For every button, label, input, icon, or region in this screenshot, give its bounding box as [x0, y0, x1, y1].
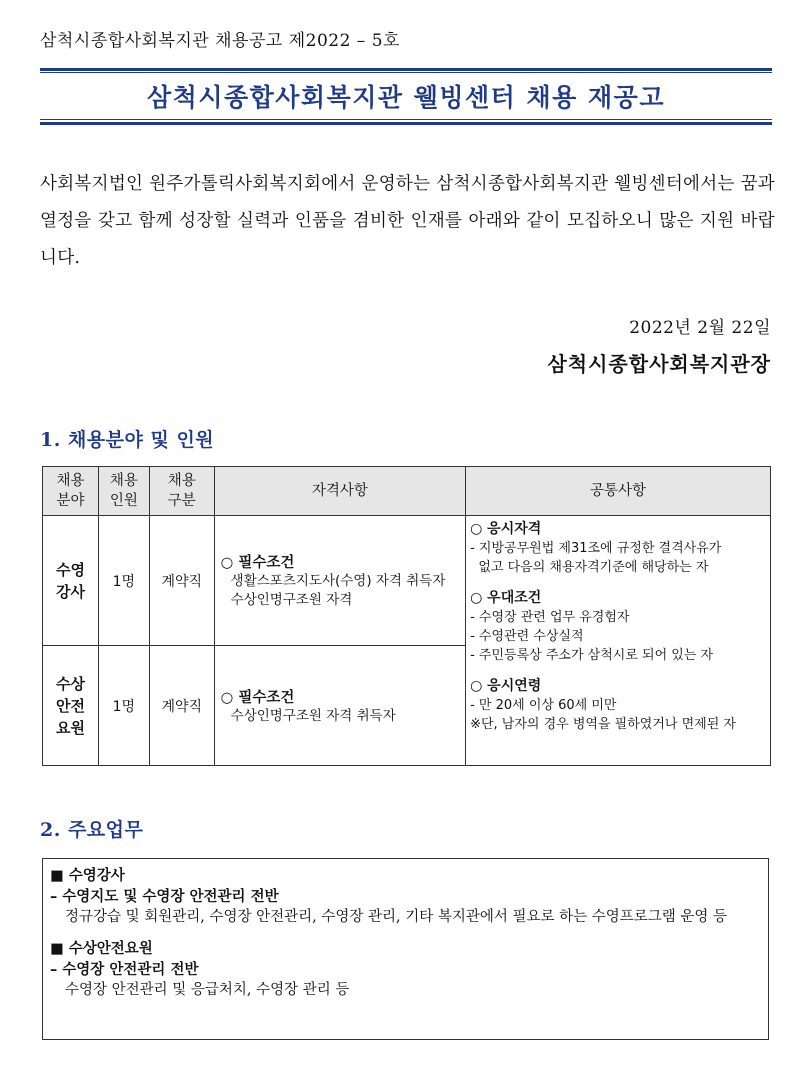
duty-sub: – 수영장 안전관리 전반 — [50, 961, 199, 978]
page-title: 삼척시종합사회복지관 웰빙센터 채용 재공고 — [147, 83, 665, 112]
duties-box — [42, 858, 769, 1040]
header-common: 공통사항 — [466, 467, 771, 516]
row-type: 계약직 — [149, 646, 214, 766]
qual-head: ○ 필수조건 — [220, 689, 295, 706]
table-header-row — [43, 467, 771, 516]
duty-desc: 수영장 안전관리 및 응급처치, 수영장 관리 등 — [65, 982, 350, 998]
qual-line: 수상인명구조원 자격 취득자 — [230, 707, 396, 724]
row-qualification — [214, 646, 465, 766]
duty-desc: 정규강습 및 회원관리, 수영장 안전관리, 수영장 관리, 기타 복지관에서 필요로 하는 수영프로그램 운영 등 — [65, 909, 728, 925]
row-count: 1명 — [98, 516, 149, 646]
eligibility-line: 없고 다음의 채용자격기준에 해당하는 자 — [470, 560, 709, 575]
row-qualification — [214, 516, 465, 646]
qual-line: 생활스포츠지도사(수영) 자격 취득자 — [230, 573, 446, 589]
row-field: 수영 강사 — [43, 516, 99, 646]
section-2-title: 2. 주요업무 — [40, 819, 144, 841]
eligibility-line: - 지방공무원법 제31조에 규정한 결격사유가 — [470, 541, 722, 556]
qual-head: ○ 필수조건 — [220, 555, 295, 571]
eligibility-head: ○ 응시자격 — [470, 521, 542, 537]
announcement-date: 2022년 2월 22일 — [629, 318, 771, 338]
age-line: - 만 20세 이상 60세 미만 — [470, 698, 617, 713]
header-field: 채용 분야 — [43, 467, 99, 516]
preference-line: - 수영관련 수상실적 — [470, 629, 584, 644]
row-type: 계약직 — [149, 516, 214, 646]
signer: 삼척시종합사회복지관장 — [547, 352, 771, 376]
title-bottom-rule — [40, 122, 772, 125]
table-row — [43, 516, 771, 646]
row-field: 수상 안전 요원 — [43, 646, 99, 766]
section-1-title: 1. 채용분야 및 인원 — [40, 429, 215, 451]
title-top-rule-thin — [40, 72, 772, 73]
title-bottom-rule-thin — [40, 119, 772, 120]
age-line: ※단, 남자의 경우 병역을 필하였거나 면제된 자 — [470, 717, 736, 732]
header-count: 채용 인원 — [98, 467, 149, 516]
duty-head: ■ 수영강사 — [50, 867, 125, 884]
age-head: ○ 응시연령 — [470, 678, 542, 694]
header-type: 채용 구분 — [149, 467, 214, 516]
duty-sub: – 수영지도 및 수영장 안전관리 전반 — [50, 888, 279, 905]
qual-line: 수상인명구조원 자격 — [230, 592, 353, 608]
intro-paragraph: 사회복지법인 원주가톨릭사회복지회에서 운영하는 삼척시종합사회복지관 웰빙센터에서는 꿈과 열정을 갖고 함께 성장할 실력과 인품을 겸비한 인재를 아래와 같이 모집하오니 많은 지원 바랍니다. — [40, 174, 775, 268]
duty-head: ■ 수상안전요원 — [50, 940, 153, 957]
recruitment-table — [42, 466, 771, 766]
title-top-rule — [40, 68, 772, 71]
preference-line: - 주민등록상 주소가 삼척시로 되어 있는 자 — [470, 648, 714, 663]
preference-line: - 수영장 관련 업무 유경험자 — [470, 610, 630, 625]
notice-number: 삼척시종합사회복지관 채용공고 제2022 – 5호 — [40, 31, 400, 51]
common-requirements — [466, 516, 771, 766]
header-qualification: 자격사항 — [214, 467, 465, 516]
row-count: 1명 — [98, 646, 149, 766]
preference-head: ○ 우대조건 — [470, 590, 542, 606]
